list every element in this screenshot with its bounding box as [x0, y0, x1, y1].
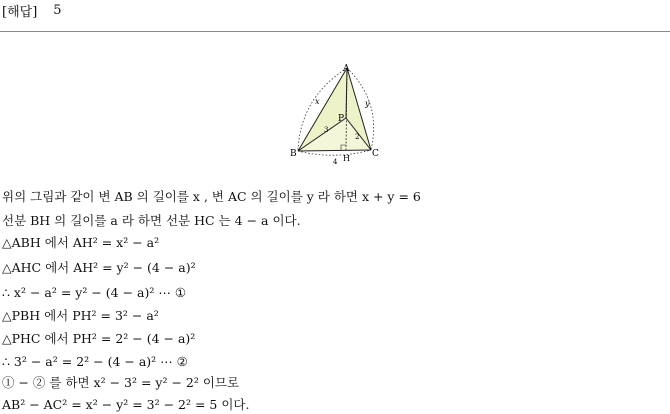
- label-four: 4: [333, 158, 338, 166]
- line-10: AB² − AC² = x² − y² = 3² − 2² = 5 이다.: [2, 397, 250, 412]
- tetrahedron-figure: [286, 62, 386, 166]
- label-c: C: [372, 149, 379, 159]
- answer-label: [해답]: [2, 4, 38, 20]
- line-4: △AHC 에서 AH² = y² − (4 − a)²: [2, 260, 196, 275]
- label-two: 2: [355, 133, 360, 141]
- line-6: △PBH 에서 PH² = 3² − a²: [2, 308, 159, 323]
- answer-value: 5: [53, 2, 62, 18]
- line-8: ∴ 3² − a² = 2² − (4 − a)² ⋯ ②: [2, 354, 188, 369]
- line-1: 위의 그림과 같이 변 AB 의 길이를 x , 변 AC 의 길이를 y 라 하면 x + y = 6: [2, 189, 421, 204]
- label-y: y: [365, 99, 370, 108]
- label-h: H: [343, 154, 350, 163]
- label-p: P: [338, 114, 345, 124]
- label-x: x: [315, 97, 320, 106]
- label-three: 3: [324, 126, 329, 134]
- label-b: B: [290, 149, 297, 159]
- answer-header: [2, 0, 62, 20]
- label-a: A: [343, 64, 350, 74]
- line-7: △PHC 에서 PH² = 2² − (4 − a)²: [2, 331, 196, 346]
- line-5: ∴ x² − a² = y² − (4 − a)² ⋯ ①: [2, 285, 187, 300]
- divider: [0, 31, 670, 32]
- line-9: ① − ② 를 하면 x² − 3² = y² − 2² 이므로: [2, 375, 240, 390]
- line-2: 선분 BH 의 길이를 a 라 하면 선분 HC 는 4 − a 이다.: [2, 213, 301, 228]
- line-3: △ABH 에서 AH² = x² − a²: [2, 235, 160, 250]
